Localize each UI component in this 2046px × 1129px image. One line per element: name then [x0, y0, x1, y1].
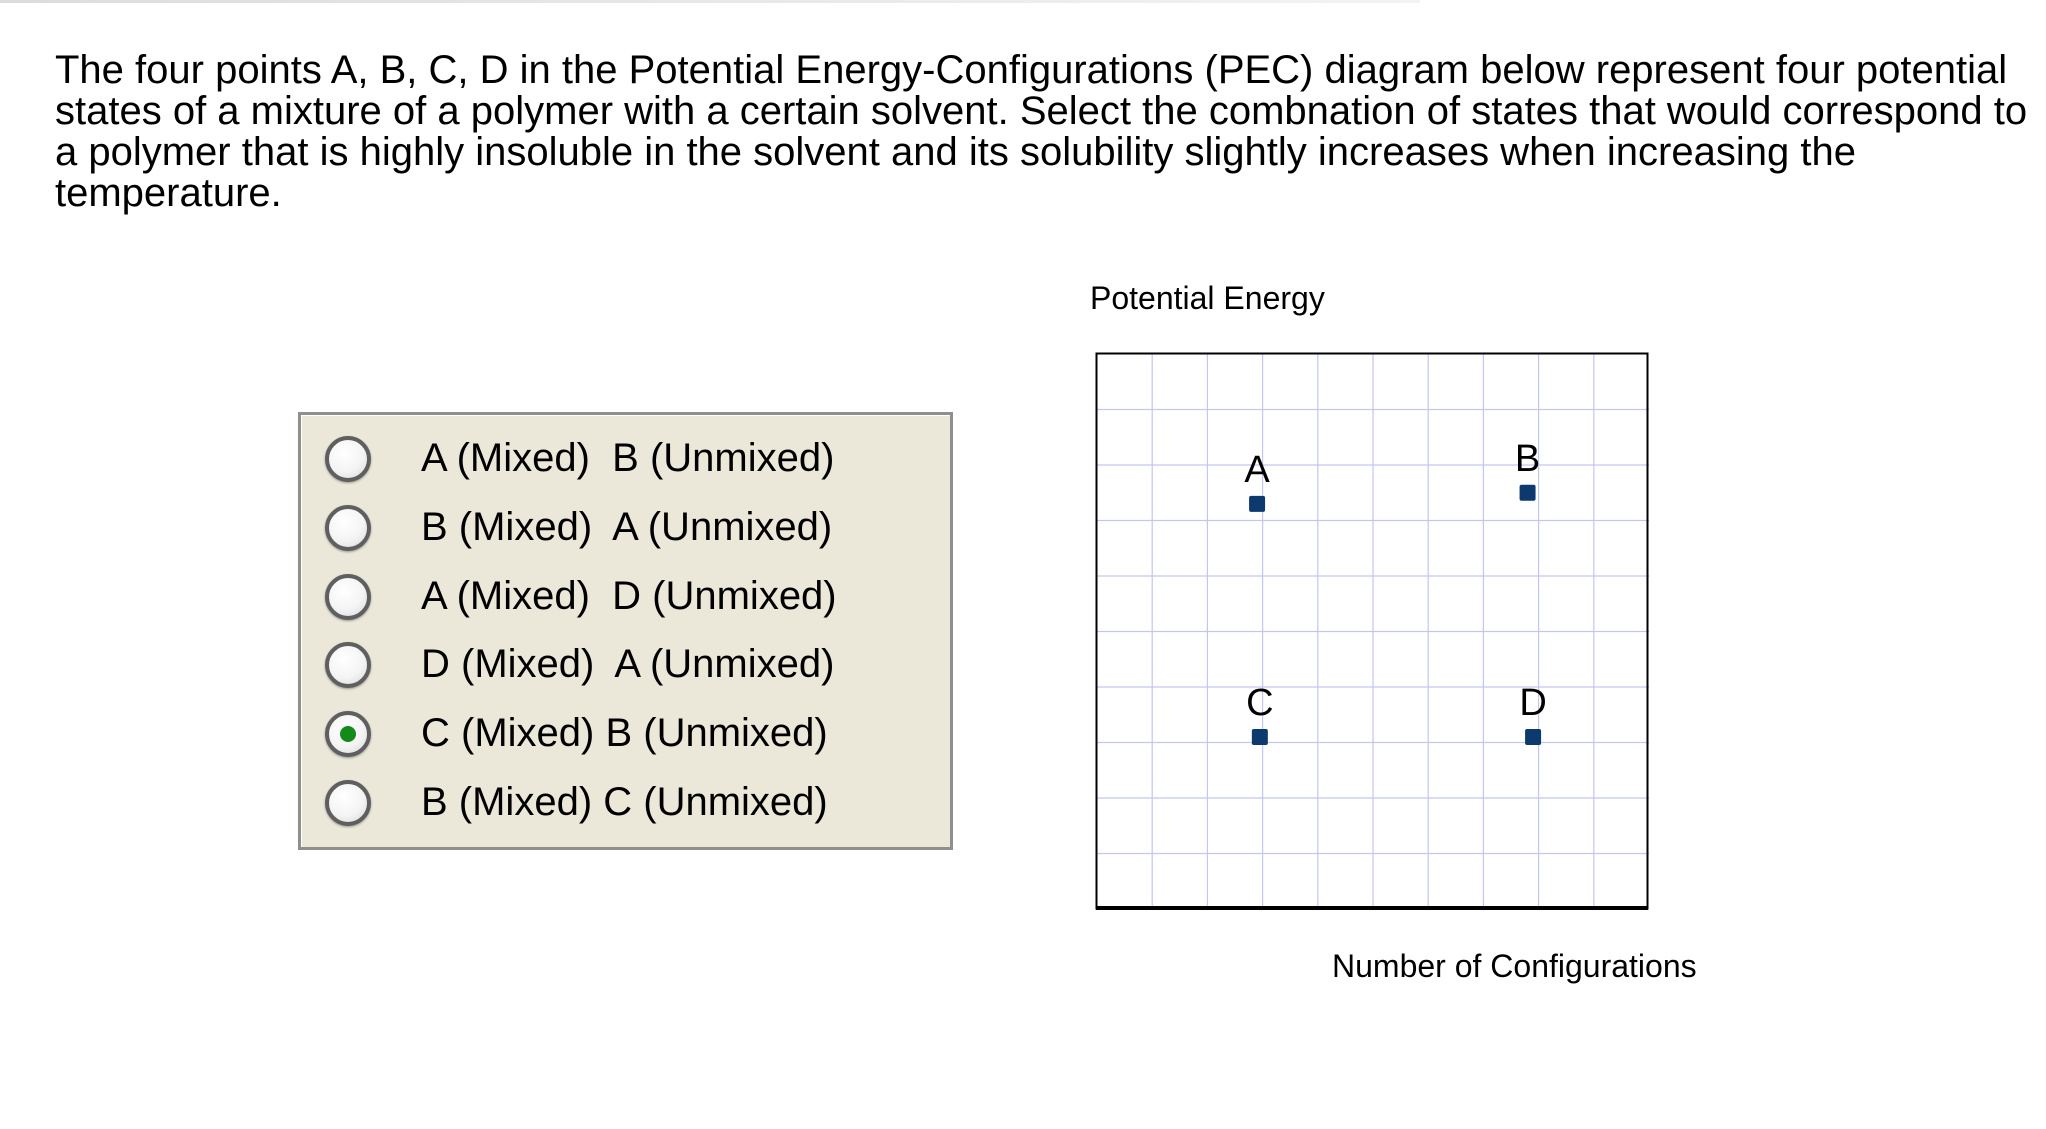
point-c-label: C — [1246, 681, 1274, 724]
point-c-marker — [1252, 729, 1268, 745]
grid — [1097, 354, 1649, 909]
point-d-label: D — [1519, 681, 1547, 724]
option-1[interactable] — [301, 425, 950, 485]
x-axis-label: Number of Configurations — [1332, 948, 1697, 984]
point-d-marker — [1525, 729, 1541, 745]
radio-button[interactable] — [325, 711, 371, 757]
option-5[interactable] — [301, 700, 950, 760]
option-6[interactable] — [301, 769, 950, 829]
radio-button[interactable] — [325, 505, 371, 551]
option-3[interactable] — [301, 563, 950, 623]
option-4[interactable] — [301, 631, 950, 691]
answer-choices-panel — [298, 412, 953, 850]
pec-diagram — [1095, 352, 1655, 917]
point-b-label: B — [1514, 437, 1541, 480]
option-label[interactable]: B (Mixed) C (Unmixed) — [421, 780, 828, 824]
question-text: The four points A, B, C, D in the Potential Energy-Configurations (PEC) diagram below represent four potential states of a mixture of a polymer with a certain solvent. Select the combnation of states that would correspond to a polymer that is highly insoluble in the solvent and its solubility slightly increases when increasing the temperature. — [55, 48, 2028, 215]
point-a-label: A — [1244, 448, 1270, 491]
point-a-marker — [1249, 496, 1265, 512]
radio-button[interactable] — [325, 780, 371, 826]
radio-button[interactable] — [325, 436, 371, 482]
option-label[interactable]: D (Mixed) A (Unmixed) — [421, 642, 835, 686]
radio-button[interactable] — [325, 642, 371, 688]
option-2[interactable] — [301, 494, 950, 554]
y-axis-label: Potential Energy — [1090, 280, 1325, 316]
option-label[interactable]: C (Mixed) B (Unmixed) — [421, 711, 828, 755]
option-label[interactable]: A (Mixed) B (Unmixed) — [421, 436, 835, 480]
top-divider — [0, 0, 1420, 3]
radio-button[interactable] — [325, 574, 371, 620]
data-points — [1244, 438, 1546, 745]
point-b-marker — [1520, 485, 1536, 501]
option-label[interactable]: A (Mixed) D (Unmixed) — [421, 574, 837, 618]
option-label[interactable]: B (Mixed) A (Unmixed) — [421, 505, 833, 549]
